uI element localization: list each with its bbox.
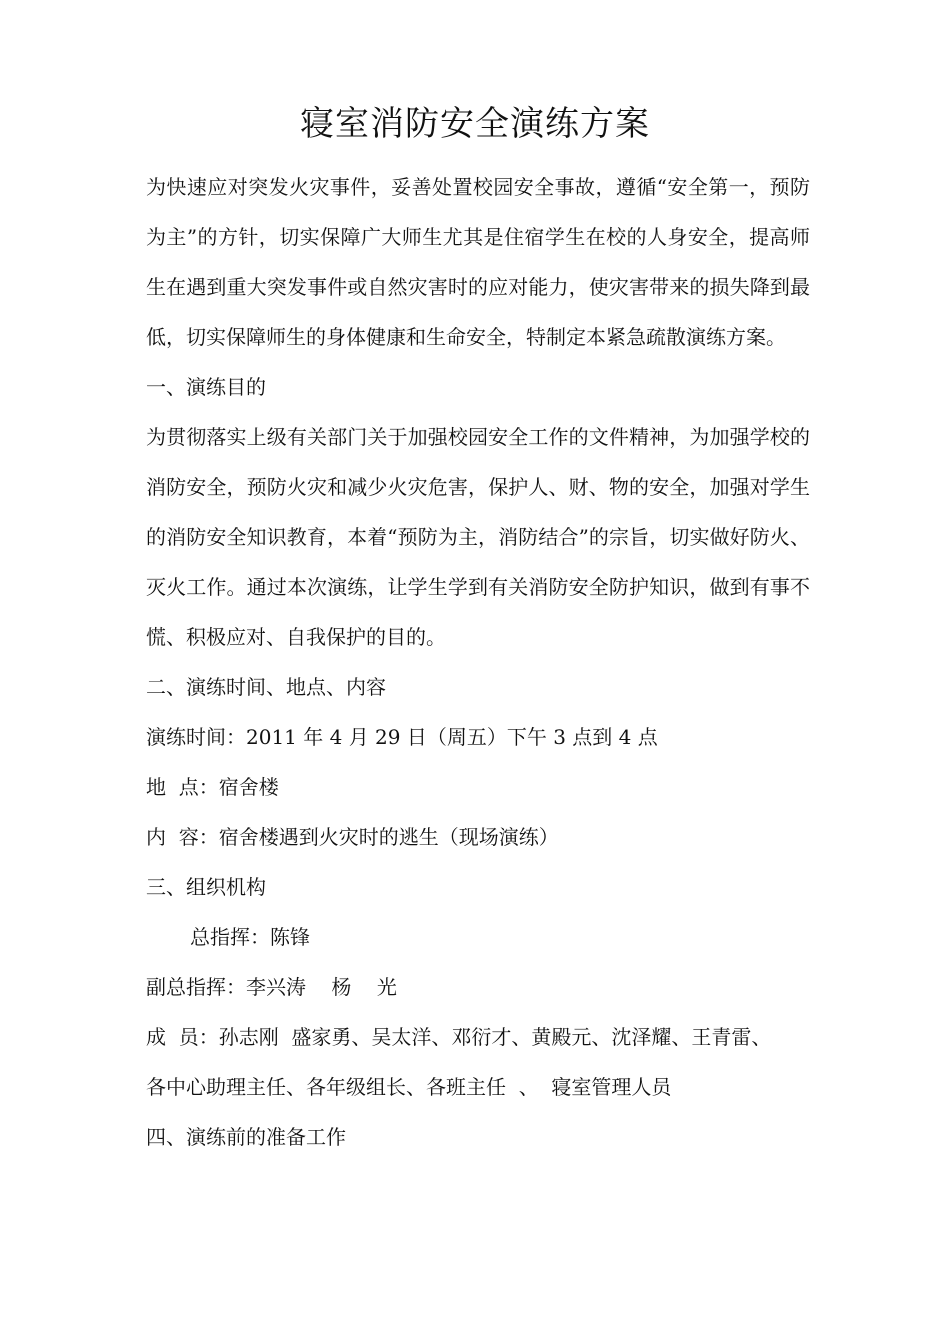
document-body <box>146 162 810 1162</box>
intro-paragraph: 为快速应对突发火灾事件，妥善处置校园安全事故，遵循“安全第一，预防为主”的方针，切实保障广大师生尤其是住宿学生在校的人身安全，提高师生在遇到重大突发事件或自然灾害时的应对能力，使灾害带来的损失降到最低，切实保障师生的身体健康和生命安全，特制定本紧急疏散演练方案。 <box>146 175 810 349</box>
drill-time: 演练时间：2011 年 4 月 29 日（周五）下午 3 点到 4 点 <box>146 725 658 749</box>
members-line-1: 成 员：孙志刚 盛家勇、吴太洋、邓衍才、黄殿元、沈泽耀、王青雷、 <box>146 1025 772 1049</box>
deputy-commander-line: 副总指挥：李兴涛 杨 光 <box>146 975 397 999</box>
section-4-heading: 四、演练前的准备工作 <box>146 1125 346 1149</box>
section-2-heading: 二、演练时间、地点、内容 <box>146 675 386 699</box>
section-3-heading: 三、组织机构 <box>146 875 266 899</box>
commander-line: 总指挥：陈锋 <box>190 925 310 949</box>
members-line-2: 各中心助理主任、各年级组长、各班主任 、 寝室管理人员 <box>146 1075 672 1099</box>
section-1-heading: 一、演练目的 <box>146 375 266 399</box>
drill-content: 内 容：宿舍楼遇到火灾时的逃生（现场演练） <box>146 825 559 849</box>
section-1-paragraph: 为贯彻落实上级有关部门关于加强校园安全工作的文件精神，为加强学校的消防安全，预防火灾和减少火灾危害，保护人、财、物的安全，加强对学生的消防安全知识教育，本着“预防为主，消防结合”的宗旨，切实做好防火、灭火工作。通过本次演练，让学生学到有关消防安全防护知识，做到有事不慌、积极应对、自我保护的目的。 <box>146 425 810 649</box>
document-title: 寝室消防安全演练方案 <box>300 104 650 144</box>
drill-place: 地 点：宿舍楼 <box>146 775 279 799</box>
